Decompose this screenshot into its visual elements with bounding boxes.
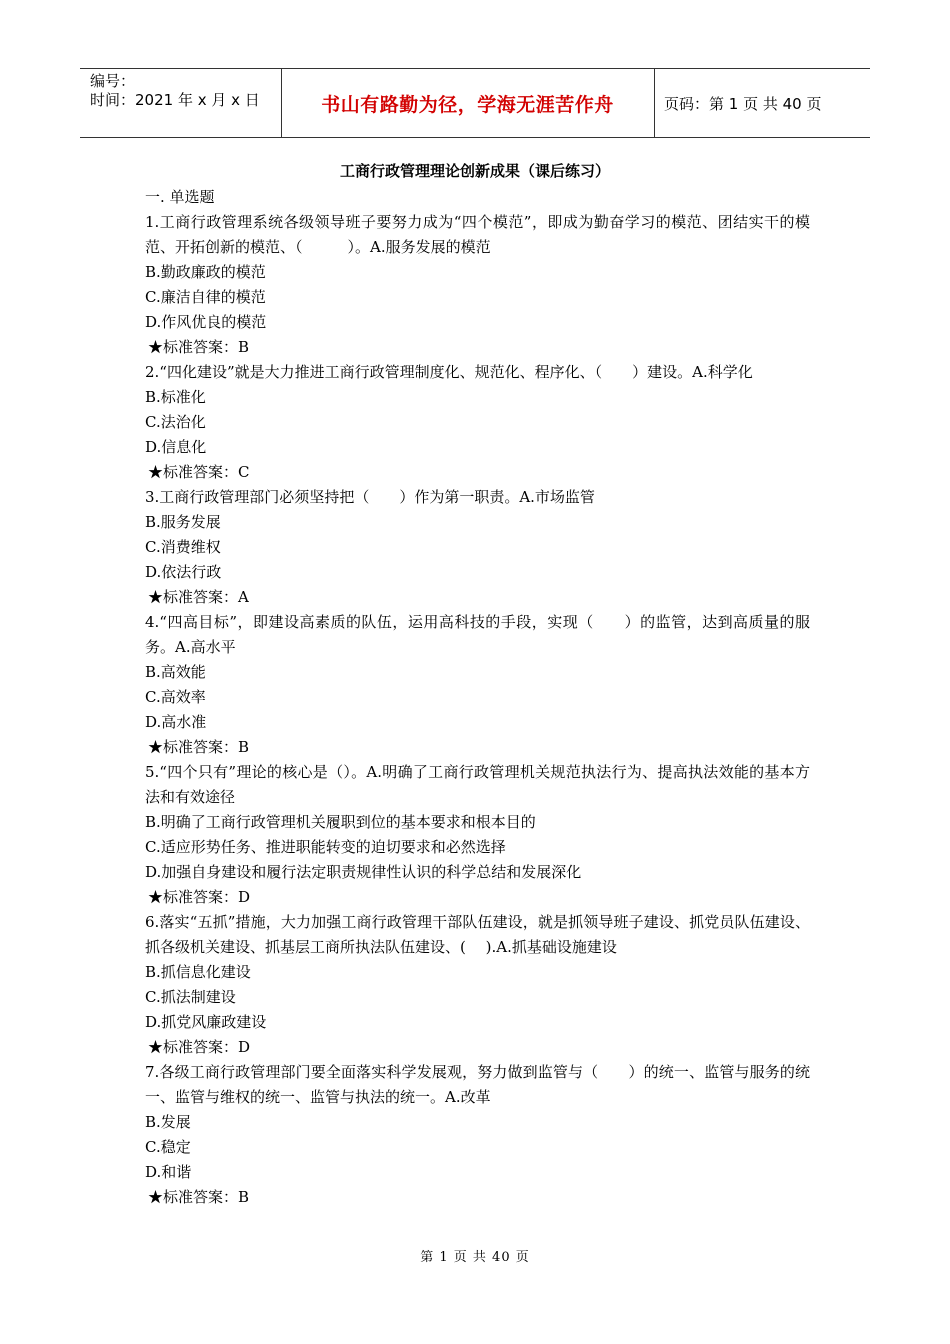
serial-label: 编号： bbox=[90, 72, 136, 90]
question-list bbox=[145, 185, 810, 1210]
option: B.抓信息化建设 bbox=[145, 963, 251, 981]
option: D.作风优良的模范 bbox=[145, 313, 267, 331]
option: D.高水准 bbox=[145, 713, 207, 731]
answer: ★标准答案：D bbox=[148, 888, 251, 906]
question-4 bbox=[145, 610, 810, 760]
option: B.发展 bbox=[145, 1113, 191, 1131]
question-2 bbox=[145, 360, 810, 485]
answer: ★标准答案：D bbox=[148, 1038, 251, 1056]
question-6 bbox=[145, 910, 810, 1060]
option: B.标准化 bbox=[145, 388, 206, 406]
answer: ★标准答案：A bbox=[148, 588, 249, 606]
question-stem: 6.落实“五抓”措施，大力加强工商行政管理干部队伍建设，就是抓领导班子建设、抓党员队伍建设、抓各级机关建设、抓基层工商所执法队伍建设、( ).A.抓基础设施建设 bbox=[145, 913, 810, 956]
option: C.廉洁自律的模范 bbox=[145, 288, 266, 306]
option: C.高效率 bbox=[145, 688, 206, 706]
question-3 bbox=[145, 485, 810, 610]
option: B.服务发展 bbox=[145, 513, 221, 531]
option: C.消费维权 bbox=[145, 538, 221, 556]
option: B.明确了工商行政管理机关履职到位的基本要求和根本目的 bbox=[145, 813, 536, 831]
header-left-cell bbox=[80, 69, 282, 137]
section-heading: 一. 单选题 bbox=[145, 188, 215, 206]
option: C.适应形势任务、推进职能转变的迫切要求和必然选择 bbox=[145, 838, 506, 856]
date-text: 时间：2021 年 x 月 x 日 bbox=[90, 91, 260, 109]
option: D.抓党风廉政建设 bbox=[145, 1013, 267, 1031]
option: D.加强自身建设和履行法定职责规律性认识的科学总结和发展深化 bbox=[145, 863, 582, 881]
option: B.高效能 bbox=[145, 663, 206, 681]
header-page-cell bbox=[655, 69, 870, 137]
question-stem: 3.工商行政管理部门必须坚持把（ ）作为第一职责。A.市场监管 bbox=[145, 488, 595, 506]
option: D.信息化 bbox=[145, 438, 207, 456]
option: C.法治化 bbox=[145, 413, 206, 431]
answer: ★标准答案：C bbox=[148, 463, 250, 481]
option: D.和谐 bbox=[145, 1163, 192, 1181]
option: D.依法行政 bbox=[145, 563, 222, 581]
header-motto-cell bbox=[281, 69, 655, 137]
question-stem: 2.“四化建设”就是大力推进工商行政管理制度化、规范化、程序化、（ ）建设。A.科学化 bbox=[145, 363, 753, 381]
question-stem: 1.工商行政管理系统各级领导班子要努力成为“四个模范”，即成为勤奋学习的模范、团结实干的模范、开拓创新的模范、（ ）。A.服务发展的模范 bbox=[145, 213, 810, 256]
question-7 bbox=[145, 1060, 810, 1210]
motto: 书山有路勤为径，学海无涯苦作舟 bbox=[321, 93, 614, 116]
question-5 bbox=[145, 760, 810, 910]
question-stem: 4.“四高目标”，即建设高素质的队伍，运用高科技的手段，实现（ ）的监管，达到高质量的服务。A.高水平 bbox=[145, 613, 810, 656]
option: B.勤政廉政的模范 bbox=[145, 263, 266, 281]
question-1 bbox=[145, 210, 810, 360]
page-footer: 第 1 页 共 40 页 bbox=[420, 1250, 530, 1265]
answer: ★标准答案：B bbox=[148, 338, 250, 356]
question-stem: 5.“四个只有”理论的核心是（）。A.明确了工商行政管理机关规范执法行为、提高执法效能的基本方法和有效途径 bbox=[145, 763, 810, 806]
document-title: 工商行政管理理论创新成果（课后练习） bbox=[339, 162, 610, 180]
option: C.稳定 bbox=[145, 1138, 191, 1156]
header-table bbox=[80, 68, 870, 138]
page-info: 页码：第 1 页 共 40 页 bbox=[664, 94, 822, 113]
question-stem: 7.各级工商行政管理部门要全面落实科学发展观，努力做到监管与（ ）的统一、监管与服务的统一、监管与维权的统一、监管与执法的统一。A.改革 bbox=[145, 1063, 810, 1106]
answer: ★标准答案：B bbox=[148, 738, 250, 756]
answer: ★标准答案：B bbox=[148, 1188, 250, 1206]
option: C.抓法制建设 bbox=[145, 988, 236, 1006]
